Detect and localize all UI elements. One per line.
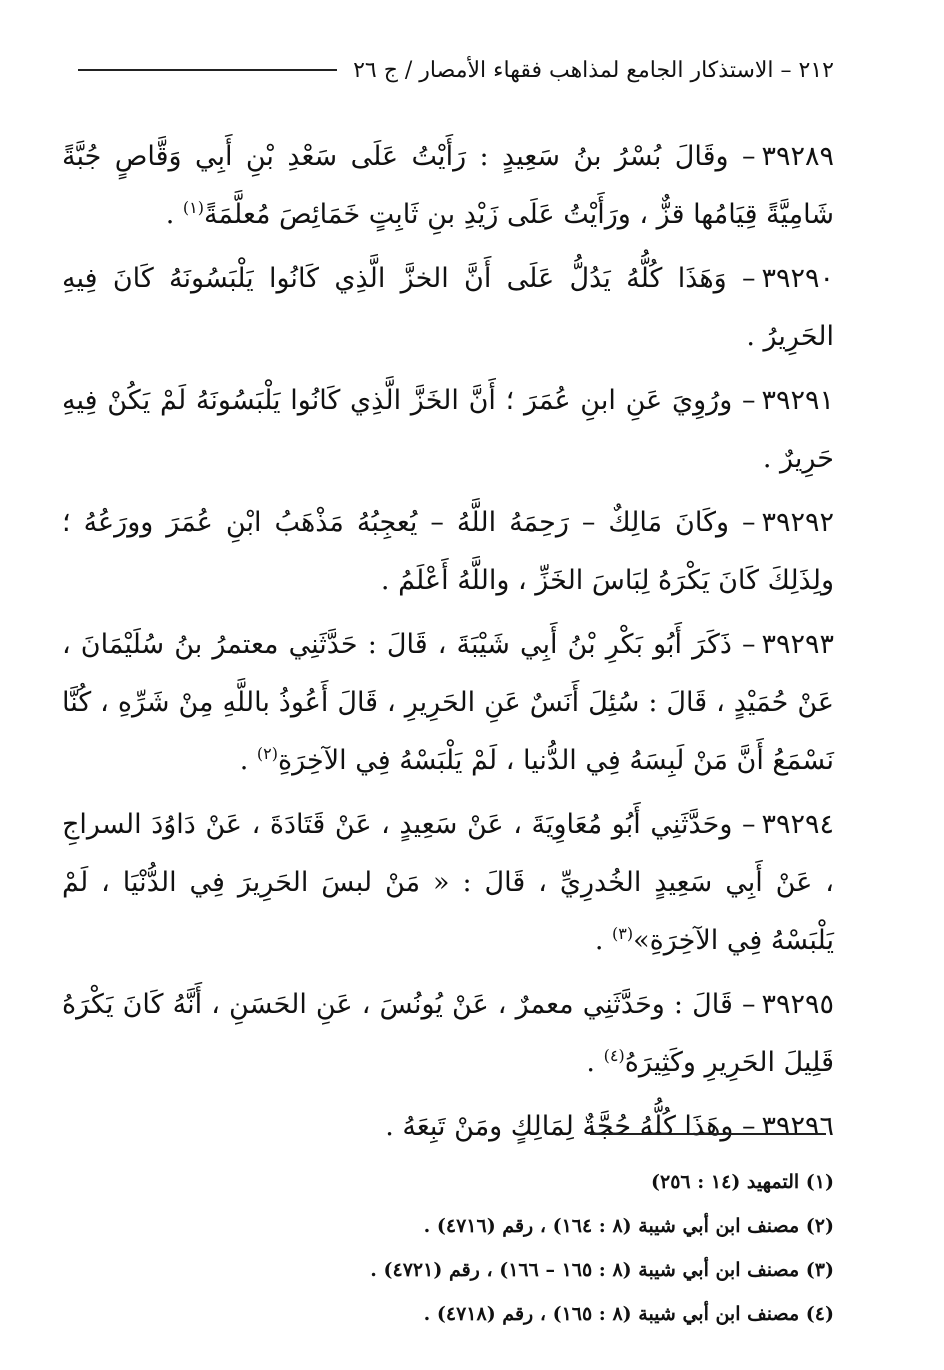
footnote-3: (٣) مصنف ابن أبي شيبة (٨ : ١٦٥ – ١٦٦) ، رقم (٤٧٢١) . xyxy=(370,1259,834,1281)
paragraph-tail: . xyxy=(165,199,183,230)
paragraph-text: – ذَكَرَ أَبُو بَكْرِ بْنُ أَبِي شَيْبَةَ ، قَالَ : حَدَّثَنِي معتمرُ بنُ سُلَيْمَانَ ، عَنْ حُمَيْدٍ ، قَالَ : سُئِلَ أَنَسٌ عَنِ الحَرِيرِ ، قَالَ أَعُوذُ باللَّهِ مِنْ شَرِّهِ ، كُنَّا نَسْمَعُ أَنَّ مَنْ لَبِسَهُ فِي الدُّنيا ، لَمْ يَلْبَسْهُ فِي الآخِرَةِ xyxy=(62,629,834,776)
paragraph-tail: . xyxy=(586,1047,604,1078)
paragraph-text: – وهَذَا كُلُّهُ حُجَّةٌ لِمَالِكٍ ومَنْ تَبِعَهُ . xyxy=(385,1111,756,1142)
paragraph-39296 xyxy=(62,1098,834,1156)
footnote-separator xyxy=(590,1133,826,1135)
running-header xyxy=(78,50,834,90)
header-rule xyxy=(78,69,337,71)
paragraph-number: ٣٩٢٩٦ xyxy=(761,1111,834,1142)
paragraph-number: ٣٩٢٩٠ xyxy=(761,263,834,294)
header-title: ٢١٢ – الاستذكار الجامع لمذاهب فقهاء الأمصار / ج ٢٦ xyxy=(353,57,834,83)
paragraph-number: ٣٩٢٩٤ xyxy=(761,809,834,840)
paragraph-text: – وحَدَّثَنِي أَبُو مُعَاوِيَةَ ، عَنْ سَعِيدٍ ، عَنْ قَتَادَةَ ، عَنْ دَاوُدَ السراجِ ، عَنْ أَبِي سَعِيدٍ الخُدرِيِّ ، قَالَ : « مَنْ لبسَ الحَرِيرَ فِي الدُّنْيَا ، لَمْ يَلْبَسْهُ فِي الآخِرَةِ» xyxy=(62,809,834,956)
paragraph-39291 xyxy=(62,372,834,488)
footnotes xyxy=(120,1160,834,1336)
main-text xyxy=(62,128,834,1162)
paragraph-text: – وقَالَ بُسْرُ بنُ سَعِيدٍ : رَأَيْتُ عَلَى سَعْدِ بْنِ أَبِي وَقَّاصٍ جُبَّةً شَامِيَّةً قِيَامُها قزٌّ ، ورَأَيْتُ عَلَى زَيْدِ بنِ ثَابِتٍ خَمَائِصَ مُعلَّمَةً xyxy=(62,141,834,230)
paragraph-number: ٣٩٢٩٣ xyxy=(761,629,834,660)
paragraph-number: ٣٩٢٨٩ xyxy=(761,141,834,172)
paragraph-39289 xyxy=(62,128,834,244)
footnote-ref: (٤) xyxy=(603,1046,625,1065)
paragraph-text: – وَهَذَا كُلُّهُ يَدُلُّ عَلَى أَنَّ الخزَّ الَّذِي كَانُوا يَلْبَسُونَهُ كَانَ فِيهِ الحَرِيرُ . xyxy=(62,263,834,352)
footnote-1: (١) التمهيد (١٤ : ٢٥٦) xyxy=(651,1171,834,1193)
paragraph-39292 xyxy=(62,494,834,610)
footnote-4: (٤) مصنف ابن أبي شيبة (٨ : ١٦٥) ، رقم (٤٧١٨) . xyxy=(423,1303,834,1325)
paragraph-39290 xyxy=(62,250,834,366)
paragraph-text: – قَالَ : وحَدَّثَنِي معمرٌ ، عَنْ يُونُسَ ، عَنِ الحَسَنِ ، أَنَّهُ كَانَ يَكْرَهُ قَلِيلَ الحَرِيرِ وكَثِيرَهُ xyxy=(62,989,834,1078)
paragraph-number: ٣٩٢٩٥ xyxy=(761,989,834,1020)
paragraph-39293 xyxy=(62,616,834,790)
paragraph-text: – وكَانَ مَالِكٌ – رَحِمَهُ اللَّهُ – يُعجِبُهُ مَذْهَبُ ابْنِ عُمَرَ وورَعُهُ ؛ ولِذَلِكَ كَانَ يَكْرَهُ لِبَاسَ الخَزِّ ، واللَّهُ أَعْلَمُ . xyxy=(62,507,834,596)
paragraph-tail: . xyxy=(594,925,612,956)
footnote-ref: (٣) xyxy=(612,924,634,943)
footnote-ref: (٢) xyxy=(256,744,278,763)
paragraph-number: ٣٩٢٩١ xyxy=(761,385,834,416)
paragraph-text: – ورُوِيَ عَنِ ابنِ عُمَرَ ؛ أَنَّ الخَزَّ الَّذِي كَانُوا يَلْبَسُونَهُ لَمْ يَكُنْ فِيهِ حَرِيرٌ . xyxy=(62,385,834,474)
paragraph-number: ٣٩٢٩٢ xyxy=(761,507,834,538)
paragraph-39295 xyxy=(62,976,834,1092)
paragraph-tail: . xyxy=(239,745,257,776)
paragraph-39294 xyxy=(62,796,834,970)
footnote-ref: (١) xyxy=(182,198,204,217)
footnote-2: (٢) مصنف ابن أبي شيبة (٨ : ١٦٤) ، رقم (٤٧١٦) . xyxy=(423,1215,834,1237)
